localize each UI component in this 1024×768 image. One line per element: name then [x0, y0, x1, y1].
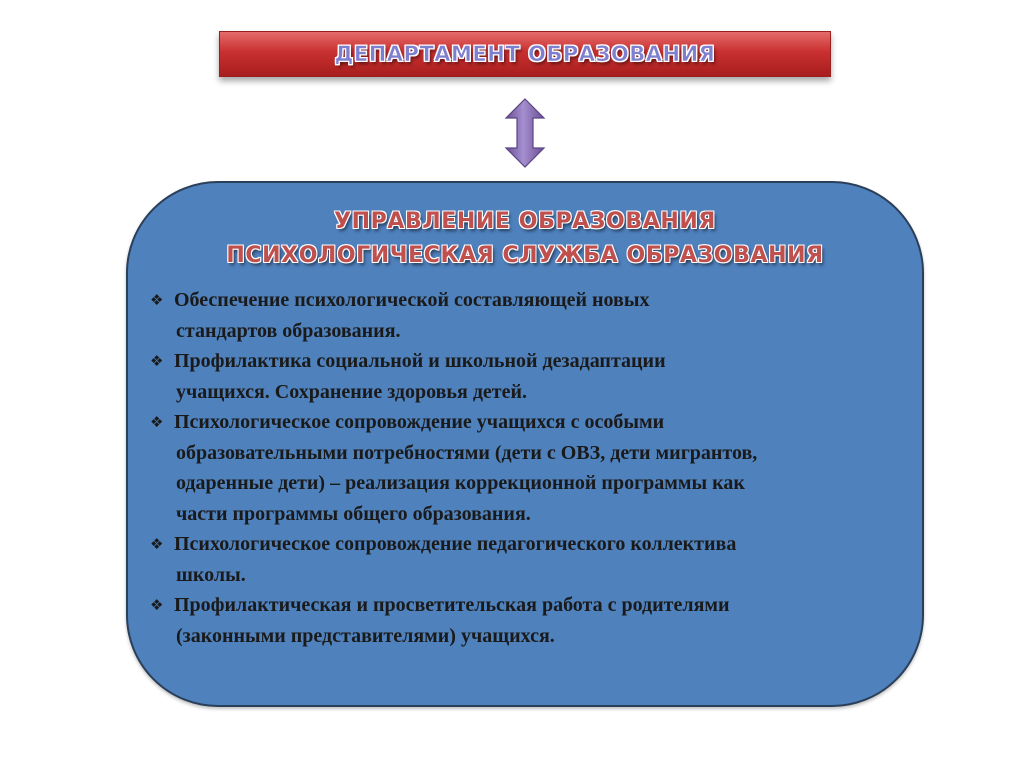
list-item-text-line: одаренные дети) – реализация коррекционной программы как: [176, 472, 745, 494]
list-item-text-line: Профилактическая и просветительская работа с родителями: [174, 594, 730, 616]
department-banner: [219, 31, 831, 77]
list-item-text-line: школы.: [176, 563, 246, 586]
psychological-service-panel: [126, 181, 924, 707]
diamond-bullet-icon: ❖: [150, 291, 164, 309]
list-item-text-line: Профилактика социальной и школьной дезадаптации: [174, 350, 666, 372]
diamond-bullet-icon: ❖: [150, 596, 164, 614]
diamond-bullet-icon: ❖: [150, 535, 164, 553]
diamond-bullet-icon: ❖: [150, 352, 164, 370]
list-item-text-line: части программы общего образования.: [176, 502, 531, 525]
list-item-text-line: Психологическое сопровождение педагогического коллектива: [174, 533, 737, 555]
list-item-text-line: (законными представителями) учащихся.: [176, 624, 555, 647]
panel-heading-management: УПРАВЛЕНИЕ ОБРАЗОВАНИЯ: [334, 209, 716, 234]
list-item: [150, 590, 920, 651]
double-arrow-icon: [504, 98, 546, 168]
panel-heading-psych-service: ПСИХОЛОГИЧЕСКАЯ СЛУЖБА ОБРАЗОВАНИЯ: [226, 243, 824, 268]
list-item: [150, 285, 920, 346]
list-item: [150, 529, 920, 590]
list-item-text-line: учащихся. Сохранение здоровья детей.: [176, 380, 528, 403]
list-item: [150, 407, 920, 529]
list-item-text-line: Обеспечение психологической составляющей новых: [174, 289, 650, 311]
list-item-text-line: образовательными потребностями (дети с ОВЗ, дети мигрантов,: [176, 441, 758, 464]
list-item-text-line: стандартов образования.: [176, 319, 401, 342]
department-title: ДЕПАРТАМЕНТ ОБРАЗОВАНИЯ: [334, 42, 716, 66]
responsibilities-list: [150, 285, 920, 651]
list-item-text-line: Психологическое сопровождение учащихся с особыми: [174, 411, 665, 433]
list-item: [150, 346, 920, 407]
diamond-bullet-icon: ❖: [150, 413, 164, 431]
